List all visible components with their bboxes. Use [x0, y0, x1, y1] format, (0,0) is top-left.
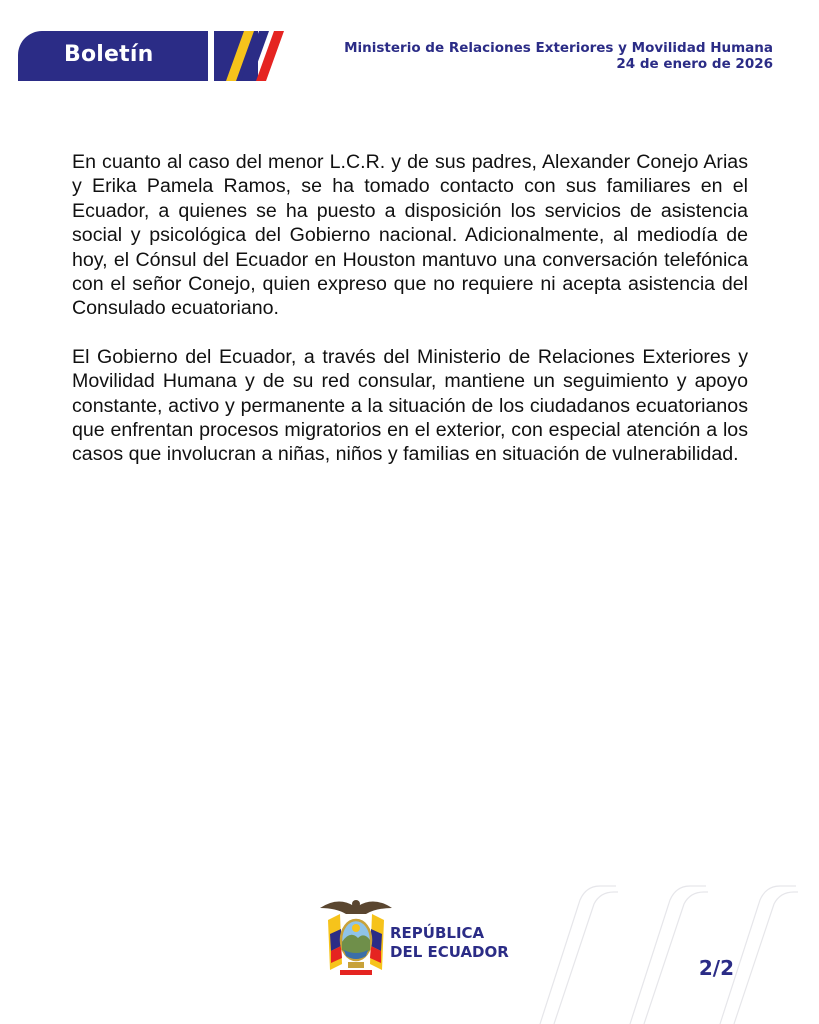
header-info: [344, 40, 773, 72]
paragraph: El Gobierno del Ecuador, a través del Ministerio de Relaciones Exteriores y Movilidad Humana y de su red consular, mantiene un seguimiento y apoyo constante, activo y permanente a la situación de los ciudadanos ecuatorianos que enfrentan procesos migratorios en el exterior, con especial atención a los casos que involucran a niñas, niños y familias en situación de vulnerabilidad.: [72, 345, 748, 466]
watermark-stripes-icon: [520, 880, 819, 1024]
paragraph: En cuanto al caso del menor L.C.R. y de sus padres, Alexander Conejo Arias y Erika Pamela Ramos, se ha tomado contacto con sus familiares en el Ecuador, a quienes se ha puesto a disposición los servicios de asistencia social y psicológica del Gobierno nacional. Adicionalmente, al mediodía de hoy, el Cónsul del Ecuador en Houston mantuvo una conversación telefónica con el señor Conejo, quien expreso que no requiere ni acepta asistencia del Consulado ecuatoriano.: [72, 151, 748, 320]
country-name: [390, 924, 509, 962]
country-line-1: REPÚBLICA: [390, 924, 485, 942]
page-number: 2/2: [698, 956, 734, 980]
flag-stripes-icon: [208, 31, 288, 81]
bulletin-date: 24 de enero de 2026: [616, 56, 773, 72]
ministry-name: Ministerio de Relaciones Exteriores y Movilidad Humana: [344, 40, 773, 56]
coat-of-arms-icon: [318, 894, 394, 978]
bulletin-body: [72, 150, 748, 491]
country-line-2: DEL ECUADOR: [390, 943, 509, 961]
bulletin-label: Boletín: [64, 42, 154, 67]
